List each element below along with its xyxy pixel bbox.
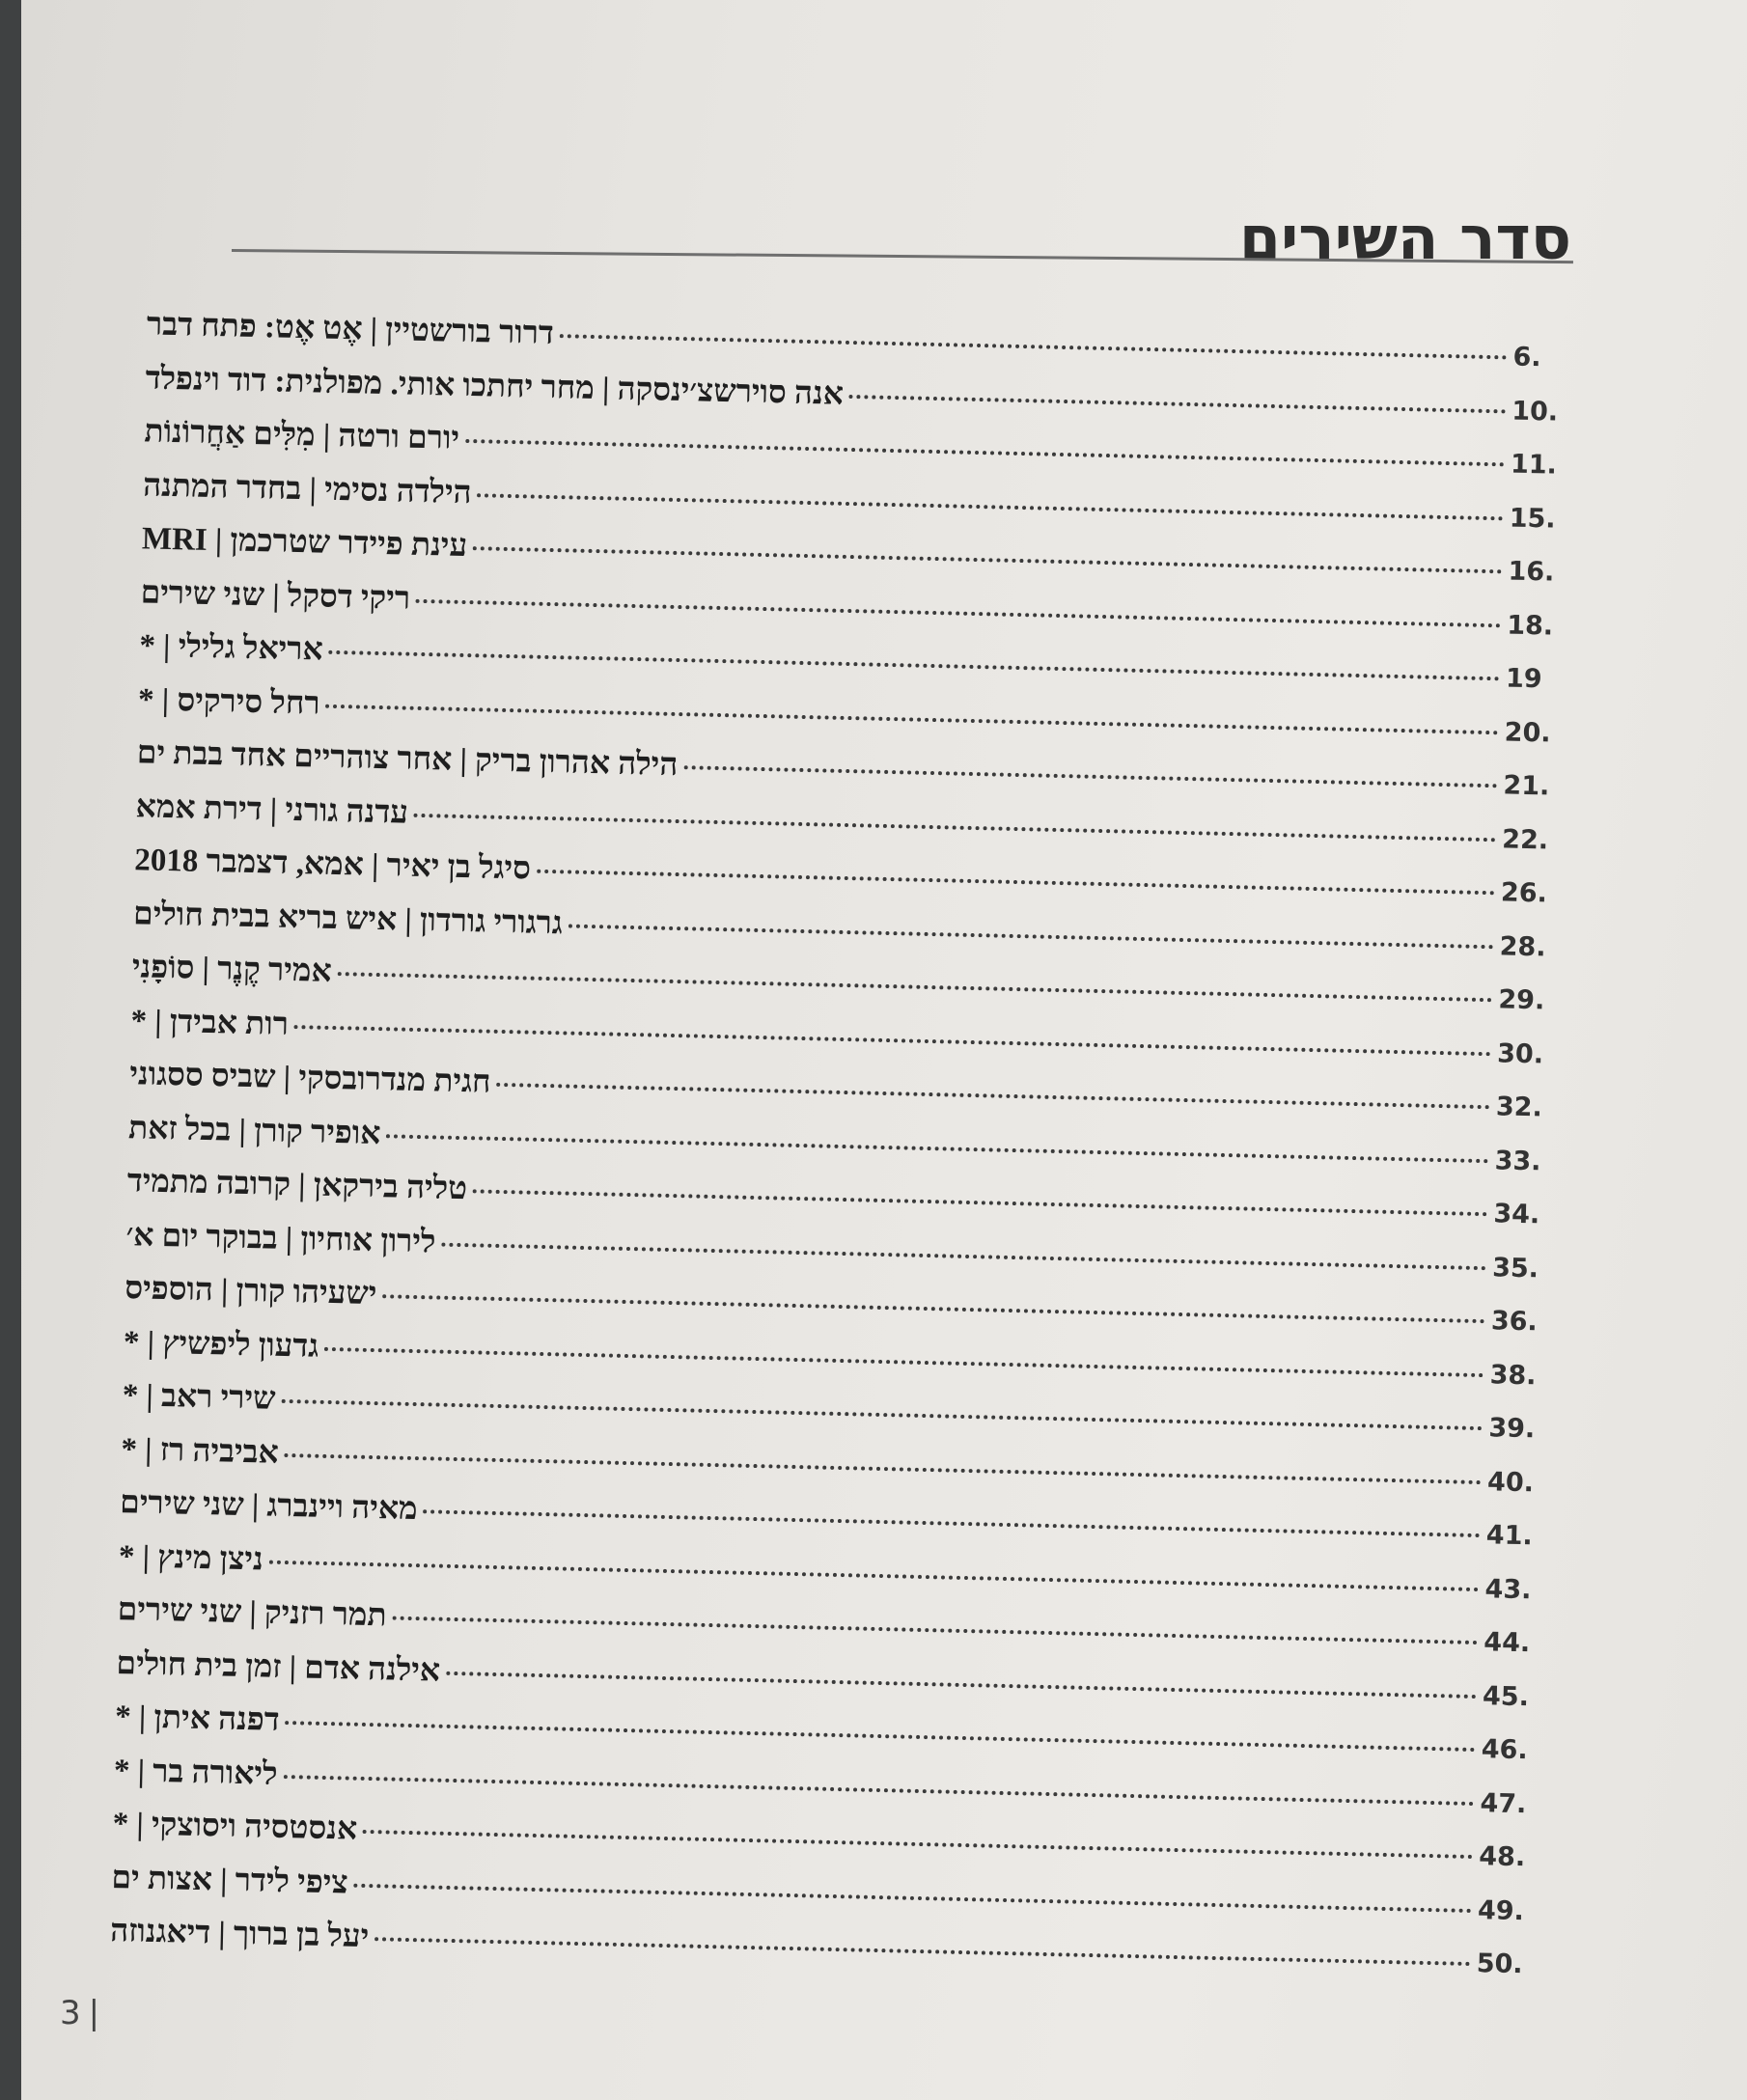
toc-separator: | — [263, 577, 289, 614]
toc-author: דפנה איתן — [153, 1699, 281, 1738]
toc-entry-text — [147, 307, 555, 352]
toc-separator: | — [153, 682, 178, 718]
toc-entry-text — [115, 1699, 280, 1739]
toc-dot-leader — [465, 439, 1505, 466]
page-number-value: 3 — [60, 1994, 81, 2032]
toc-dot-leader — [382, 1294, 1485, 1323]
table-of-contents — [109, 307, 1575, 2000]
toc-dot-leader — [537, 870, 1495, 896]
toc-poem-title: אצות ים — [111, 1860, 213, 1897]
toc-entry-text — [129, 1057, 491, 1100]
toc-separator: | — [243, 1488, 267, 1524]
toc-page-number: 43. — [1484, 1573, 1532, 1605]
toc-separator: | — [194, 951, 218, 987]
toc-author: אמיר קֶנֶר — [216, 952, 333, 989]
toc-poem-title: * — [113, 1753, 130, 1788]
toc-entry-text — [125, 1271, 377, 1312]
toc-page-number: 50. — [1476, 1948, 1523, 1980]
toc-entry-text — [143, 468, 472, 511]
toc-dot-leader — [363, 1830, 1473, 1859]
toc-poem-title: * — [121, 1431, 138, 1467]
toc-poem-title: * — [137, 681, 155, 718]
toc-poem-title: בחדר המתנה — [142, 467, 302, 507]
toc-poem-title: בבוקר יום א׳ — [125, 1217, 279, 1257]
toc-page-number: 28. — [1499, 930, 1546, 962]
toc-dot-leader — [496, 1083, 1490, 1109]
toc-page-number: 34. — [1493, 1199, 1540, 1230]
toc-page-number: 19 — [1505, 663, 1542, 695]
toc-dot-leader — [849, 394, 1507, 412]
toc-poem-title: * — [139, 628, 156, 664]
toc-page-number: 46. — [1481, 1734, 1529, 1766]
toc-author: אריאל גלילי — [178, 629, 324, 668]
toc-separator: | — [396, 901, 421, 938]
toc-author: טליה בירקאן — [313, 1168, 468, 1207]
toc-dot-leader — [329, 650, 1500, 681]
toc-dot-leader — [560, 334, 1508, 359]
toc-dot-leader — [414, 813, 1497, 841]
toc-entry-text — [120, 1485, 418, 1528]
toc-separator: | — [212, 1273, 237, 1309]
toc-dot-leader — [325, 704, 1498, 734]
toc-separator: | — [154, 628, 180, 665]
toc-separator: | — [594, 371, 619, 406]
toc-entry-text — [124, 1325, 319, 1366]
toc-poem-title: דירת אמא — [135, 788, 263, 827]
toc-author: דרור בורשטיין — [384, 313, 555, 351]
toc-entry-text — [126, 1164, 467, 1207]
toc-page-number: 18. — [1506, 609, 1554, 642]
toc-author: אביביה רז — [159, 1432, 280, 1471]
toc-author: עדנה גורני — [285, 792, 409, 831]
toc-dot-leader — [568, 924, 1494, 949]
toc-dot-leader — [441, 1242, 1486, 1270]
toc-page-number: 40. — [1486, 1466, 1535, 1498]
toc-author: אילנה אדם — [303, 1649, 441, 1689]
toc-poem-title: * — [123, 1324, 140, 1361]
toc-separator: | — [315, 418, 339, 454]
toc-poem-title: * — [112, 1807, 129, 1842]
toc-separator: | — [139, 1325, 163, 1361]
toc-poem-title: סוֹפָנִי — [131, 950, 195, 986]
toc-entry-text — [130, 1004, 289, 1043]
toc-poem-title: MRI — [141, 521, 208, 558]
toc-author: גרגורי גורדון — [419, 902, 564, 941]
toc-entry-text — [119, 1539, 264, 1578]
toc-dot-leader — [392, 1616, 1478, 1645]
toc-dot-leader — [473, 1189, 1488, 1216]
toc-page-number: 26. — [1500, 877, 1548, 909]
toc-separator: | — [211, 1862, 236, 1898]
toc-page-number: 49. — [1477, 1894, 1525, 1926]
toc-poem-title: קרובה מתמיד — [126, 1164, 291, 1203]
toc-entry-text — [125, 1218, 436, 1260]
toc-dot-leader — [423, 1509, 1480, 1537]
toc-dot-leader — [446, 1671, 1477, 1698]
toc-author: לירון אוחיון — [300, 1221, 436, 1259]
toc-author: שירי ראב — [160, 1379, 276, 1417]
toc-entry-text — [114, 1754, 278, 1793]
toc-dot-leader — [683, 765, 1497, 788]
toc-separator: | — [134, 1538, 158, 1575]
toc-page-number: 44. — [1484, 1627, 1531, 1659]
toc-poem-title: אחר צוהריים אחד בבת ים — [136, 735, 453, 778]
toc-entry-text — [110, 1914, 370, 1955]
toc-separator: | — [129, 1753, 153, 1789]
toc-dot-leader — [386, 1134, 1488, 1163]
toc-author: ניצן מינץ — [156, 1539, 264, 1577]
toc-author: סיגל בן יאיר — [386, 848, 532, 887]
toc-poem-title: שני שירים — [140, 574, 265, 613]
toc-page-number: 35. — [1491, 1252, 1539, 1284]
toc-poem-title: זמן בית חולים — [116, 1645, 282, 1685]
toc-entry-text — [122, 1378, 276, 1418]
toc-separator: | — [146, 1004, 171, 1039]
toc-entry-text — [144, 414, 459, 456]
toc-entry-text — [138, 682, 320, 722]
toc-poem-title: * — [122, 1378, 139, 1414]
toc-author: ריקי דסקל — [287, 578, 411, 617]
toc-page-number: 15. — [1509, 503, 1556, 535]
toc-separator: | — [362, 312, 386, 348]
toc-entry-text — [128, 1111, 381, 1152]
toc-poem-title: שני שירים — [117, 1592, 242, 1630]
page-number-separator: | — [88, 1994, 100, 2032]
toc-poem-title: אמא, דצמבר 2018 — [133, 843, 365, 883]
toc-dot-leader — [324, 1346, 1484, 1376]
toc-poem-title: מִלִּים אַחֲרוֹנוֹת — [144, 414, 316, 454]
toc-dot-leader — [374, 1937, 1471, 1966]
toc-page-number: 21. — [1503, 770, 1550, 802]
toc-page-number: 39. — [1488, 1413, 1536, 1445]
page-title: סדר השירים — [1238, 203, 1571, 273]
toc-entry-text — [117, 1592, 387, 1634]
toc-dot-leader — [473, 546, 1503, 573]
toc-dot-leader — [338, 972, 1493, 1002]
toc-page-number: 30. — [1496, 1037, 1544, 1069]
toc-separator: | — [209, 1916, 235, 1951]
toc-author: עינת פיידר שטרכמן — [230, 523, 468, 565]
toc-entry-text — [134, 843, 531, 887]
toc-author: ליאורה בר — [152, 1754, 278, 1792]
toc-author: הילה אהרון בריק — [474, 743, 679, 784]
toc-dot-leader — [416, 598, 1501, 627]
toc-poem-title: איש בריא בבית חולים — [132, 896, 398, 937]
toc-page-number: 29. — [1498, 984, 1545, 1016]
toc-page-number: 11. — [1510, 449, 1558, 481]
toc-separator: | — [240, 1594, 265, 1631]
toc-separator: | — [127, 1807, 153, 1842]
toc-separator: | — [207, 522, 231, 559]
toc-author: יעל בן ברוך — [233, 1916, 370, 1955]
toc-author: אופיר קורן — [253, 1113, 381, 1151]
toc-page-number: 41. — [1485, 1520, 1534, 1552]
toc-entry-text — [140, 575, 410, 617]
toc-author: ציפי לידר — [235, 1863, 349, 1901]
toc-poem-title: מחר יחתכו אותי. מפולנית: דוד וינפלד — [145, 360, 596, 406]
toc-page-number: 6. — [1512, 342, 1541, 373]
toc-author: מאיה ויינברג — [266, 1488, 418, 1528]
book-page — [21, 0, 1747, 2100]
toc-entry-text — [135, 789, 408, 831]
page-number — [60, 1994, 99, 2032]
toc-dot-leader — [286, 1721, 1476, 1752]
toc-entry-text — [139, 628, 323, 668]
toc-author: יורם ורטה — [337, 418, 460, 456]
toc-entry-text — [112, 1807, 357, 1848]
toc-entry-text — [142, 521, 468, 565]
toc-entry-text — [131, 950, 332, 990]
toc-poem-title: שביס ססגוני — [128, 1057, 276, 1095]
toc-poem-title: * — [130, 1003, 148, 1039]
toc-page-number: 20. — [1504, 716, 1551, 749]
toc-page-number: 16. — [1508, 556, 1555, 588]
toc-author: אנה סוירשצ׳ינסקה — [617, 372, 845, 412]
toc-page-number: 36. — [1490, 1306, 1539, 1338]
toc-separator: | — [281, 1649, 305, 1685]
toc-entry-text — [121, 1432, 279, 1472]
toc-dot-leader — [477, 493, 1503, 520]
toc-author: רחל סירקיס — [177, 682, 320, 722]
toc-poem-title: הוספיס — [124, 1271, 214, 1309]
toc-page-number: 45. — [1482, 1680, 1530, 1712]
toc-separator: | — [277, 1221, 301, 1257]
toc-dot-leader — [354, 1883, 1472, 1912]
toc-page-number: 33. — [1494, 1145, 1541, 1176]
toc-entry-text — [116, 1646, 440, 1690]
toc-separator: | — [275, 1060, 299, 1096]
toc-author: גדעון ליפשיץ — [161, 1325, 319, 1365]
toc-separator: | — [137, 1378, 162, 1415]
toc-author: ישעיהו קורן — [236, 1273, 377, 1312]
toc-page-number: 47. — [1480, 1787, 1527, 1819]
toc-entry-text — [111, 1861, 348, 1902]
toc-separator: | — [130, 1699, 154, 1735]
toc-poem-title: בכל זאת — [127, 1110, 232, 1148]
toc-author: אנסטסיה ויסוצקי — [151, 1807, 358, 1847]
toc-separator: | — [290, 1168, 315, 1203]
toc-separator: | — [136, 1431, 161, 1468]
toc-page-number: 48. — [1478, 1841, 1526, 1873]
toc-poem-title: * — [118, 1538, 135, 1574]
toc-page-number: 22. — [1501, 823, 1549, 855]
toc-separator: | — [230, 1113, 255, 1148]
toc-separator: | — [300, 471, 325, 508]
toc-page-number: 32. — [1495, 1091, 1543, 1123]
toc-page-number: 38. — [1489, 1359, 1537, 1391]
toc-author: הילדה נסימי — [323, 472, 473, 511]
toc-separator: | — [363, 847, 388, 884]
toc-author: תמר רזניק — [263, 1595, 387, 1634]
toc-page-number: 10. — [1511, 396, 1559, 428]
toc-poem-title: אֶט אֶט: פתח דבר — [146, 307, 363, 347]
toc-poem-title: * — [114, 1699, 132, 1735]
toc-separator: | — [451, 742, 476, 779]
toc-author: חגית מנדרובסקי — [297, 1061, 491, 1100]
toc-poem-title: שני שירים — [119, 1485, 245, 1524]
toc-poem-title: דיאגנוזה — [109, 1913, 211, 1951]
toc-author: רות אבידן — [169, 1004, 290, 1042]
toc-separator: | — [262, 791, 286, 828]
